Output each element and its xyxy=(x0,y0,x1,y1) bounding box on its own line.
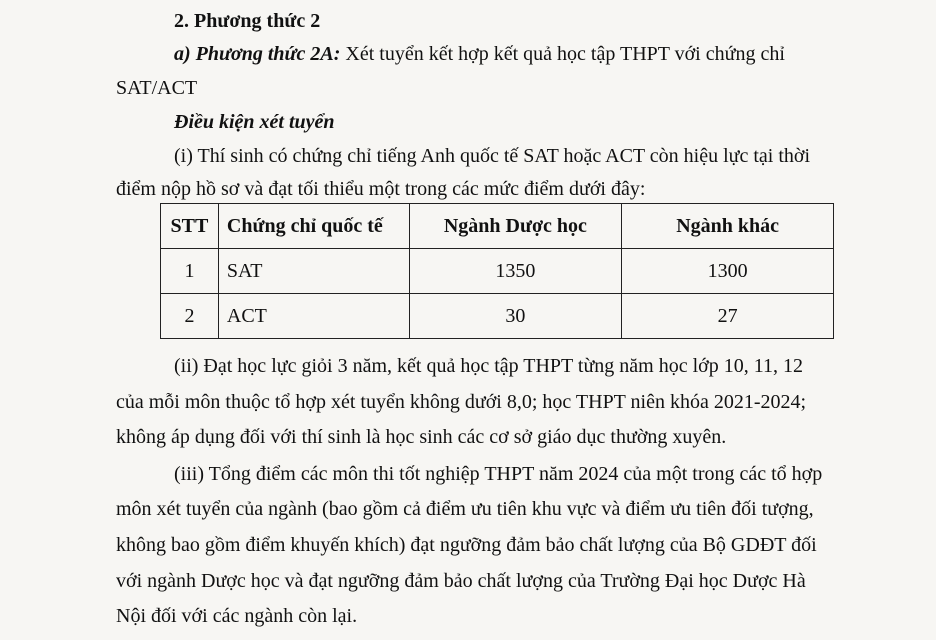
table-cell-stt: 1 xyxy=(161,249,219,294)
condition-iii-line-1: (iii) Tổng điểm các môn thi tốt nghiệp THPT năm 2024 của một trong các tổ hợp xyxy=(174,463,823,485)
method-2a-line-1 xyxy=(174,42,785,66)
table-header-row xyxy=(161,204,834,249)
table-header-certificate: Chứng chỉ quốc tế xyxy=(218,204,409,249)
condition-iii-line-3: không bao gồm điểm khuyến khích) đạt ngưỡng đảm bảo chất lượng của Bộ GDĐT đối xyxy=(116,534,817,556)
condition-ii-line-1: (ii) Đạt học lực giỏi 3 năm, kết quả học tập THPT từng năm học lớp 10, 11, 12 xyxy=(174,355,804,377)
table-cell-other-score: 27 xyxy=(622,294,834,339)
table-header-other-majors: Ngành khác xyxy=(622,204,834,249)
method-2a-line-2: SAT/ACT xyxy=(116,77,198,99)
condition-iii-line-2: môn xét tuyển của ngành (bao gồm cả điểm ưu tiên khu vực và điểm ưu tiên đối tượng, xyxy=(116,498,814,520)
condition-ii-line-3: không áp dụng đối với thí sinh là học sinh các cơ sở giáo dục thường xuyên. xyxy=(116,426,727,448)
method-2a-text: Xét tuyển kết hợp kết quả học tập THPT với chứng chỉ xyxy=(340,43,785,65)
condition-i-line-1: (i) Thí sinh có chứng chỉ tiếng Anh quốc tế SAT hoặc ACT còn hiệu lực tại thời xyxy=(174,145,811,167)
condition-iii-line-4: với ngành Dược học và đạt ngưỡng đảm bảo chất lượng của Trường Đại học Dược Hà xyxy=(116,570,806,592)
table-cell-pharmacy-score: 30 xyxy=(409,294,622,339)
score-table xyxy=(160,203,834,339)
table-row xyxy=(161,294,834,339)
table-cell-certificate: SAT xyxy=(218,249,409,294)
table-cell-other-score: 1300 xyxy=(622,249,834,294)
table-cell-certificate: ACT xyxy=(218,294,409,339)
condition-ii-line-2: của mỗi môn thuộc tổ hợp xét tuyển không dưới 8,0; học THPT niên khóa 2021-2024; xyxy=(116,391,807,413)
table-cell-pharmacy-score: 1350 xyxy=(409,249,622,294)
table-cell-stt: 2 xyxy=(161,294,219,339)
table-row xyxy=(161,249,834,294)
table-header-pharmacy: Ngành Dược học xyxy=(409,204,622,249)
condition-i-line-2: điểm nộp hồ sơ và đạt tối thiểu một trong các mức điểm dưới đây: xyxy=(116,178,646,200)
table-header-stt: STT xyxy=(161,204,219,249)
conditions-heading: Điều kiện xét tuyển xyxy=(174,111,335,133)
condition-iii-line-5: Nội đối với các ngành còn lại. xyxy=(116,605,358,627)
section-title: 2. Phương thức 2 xyxy=(174,10,321,32)
method-2a-label: a) Phương thức 2A: xyxy=(174,43,341,65)
